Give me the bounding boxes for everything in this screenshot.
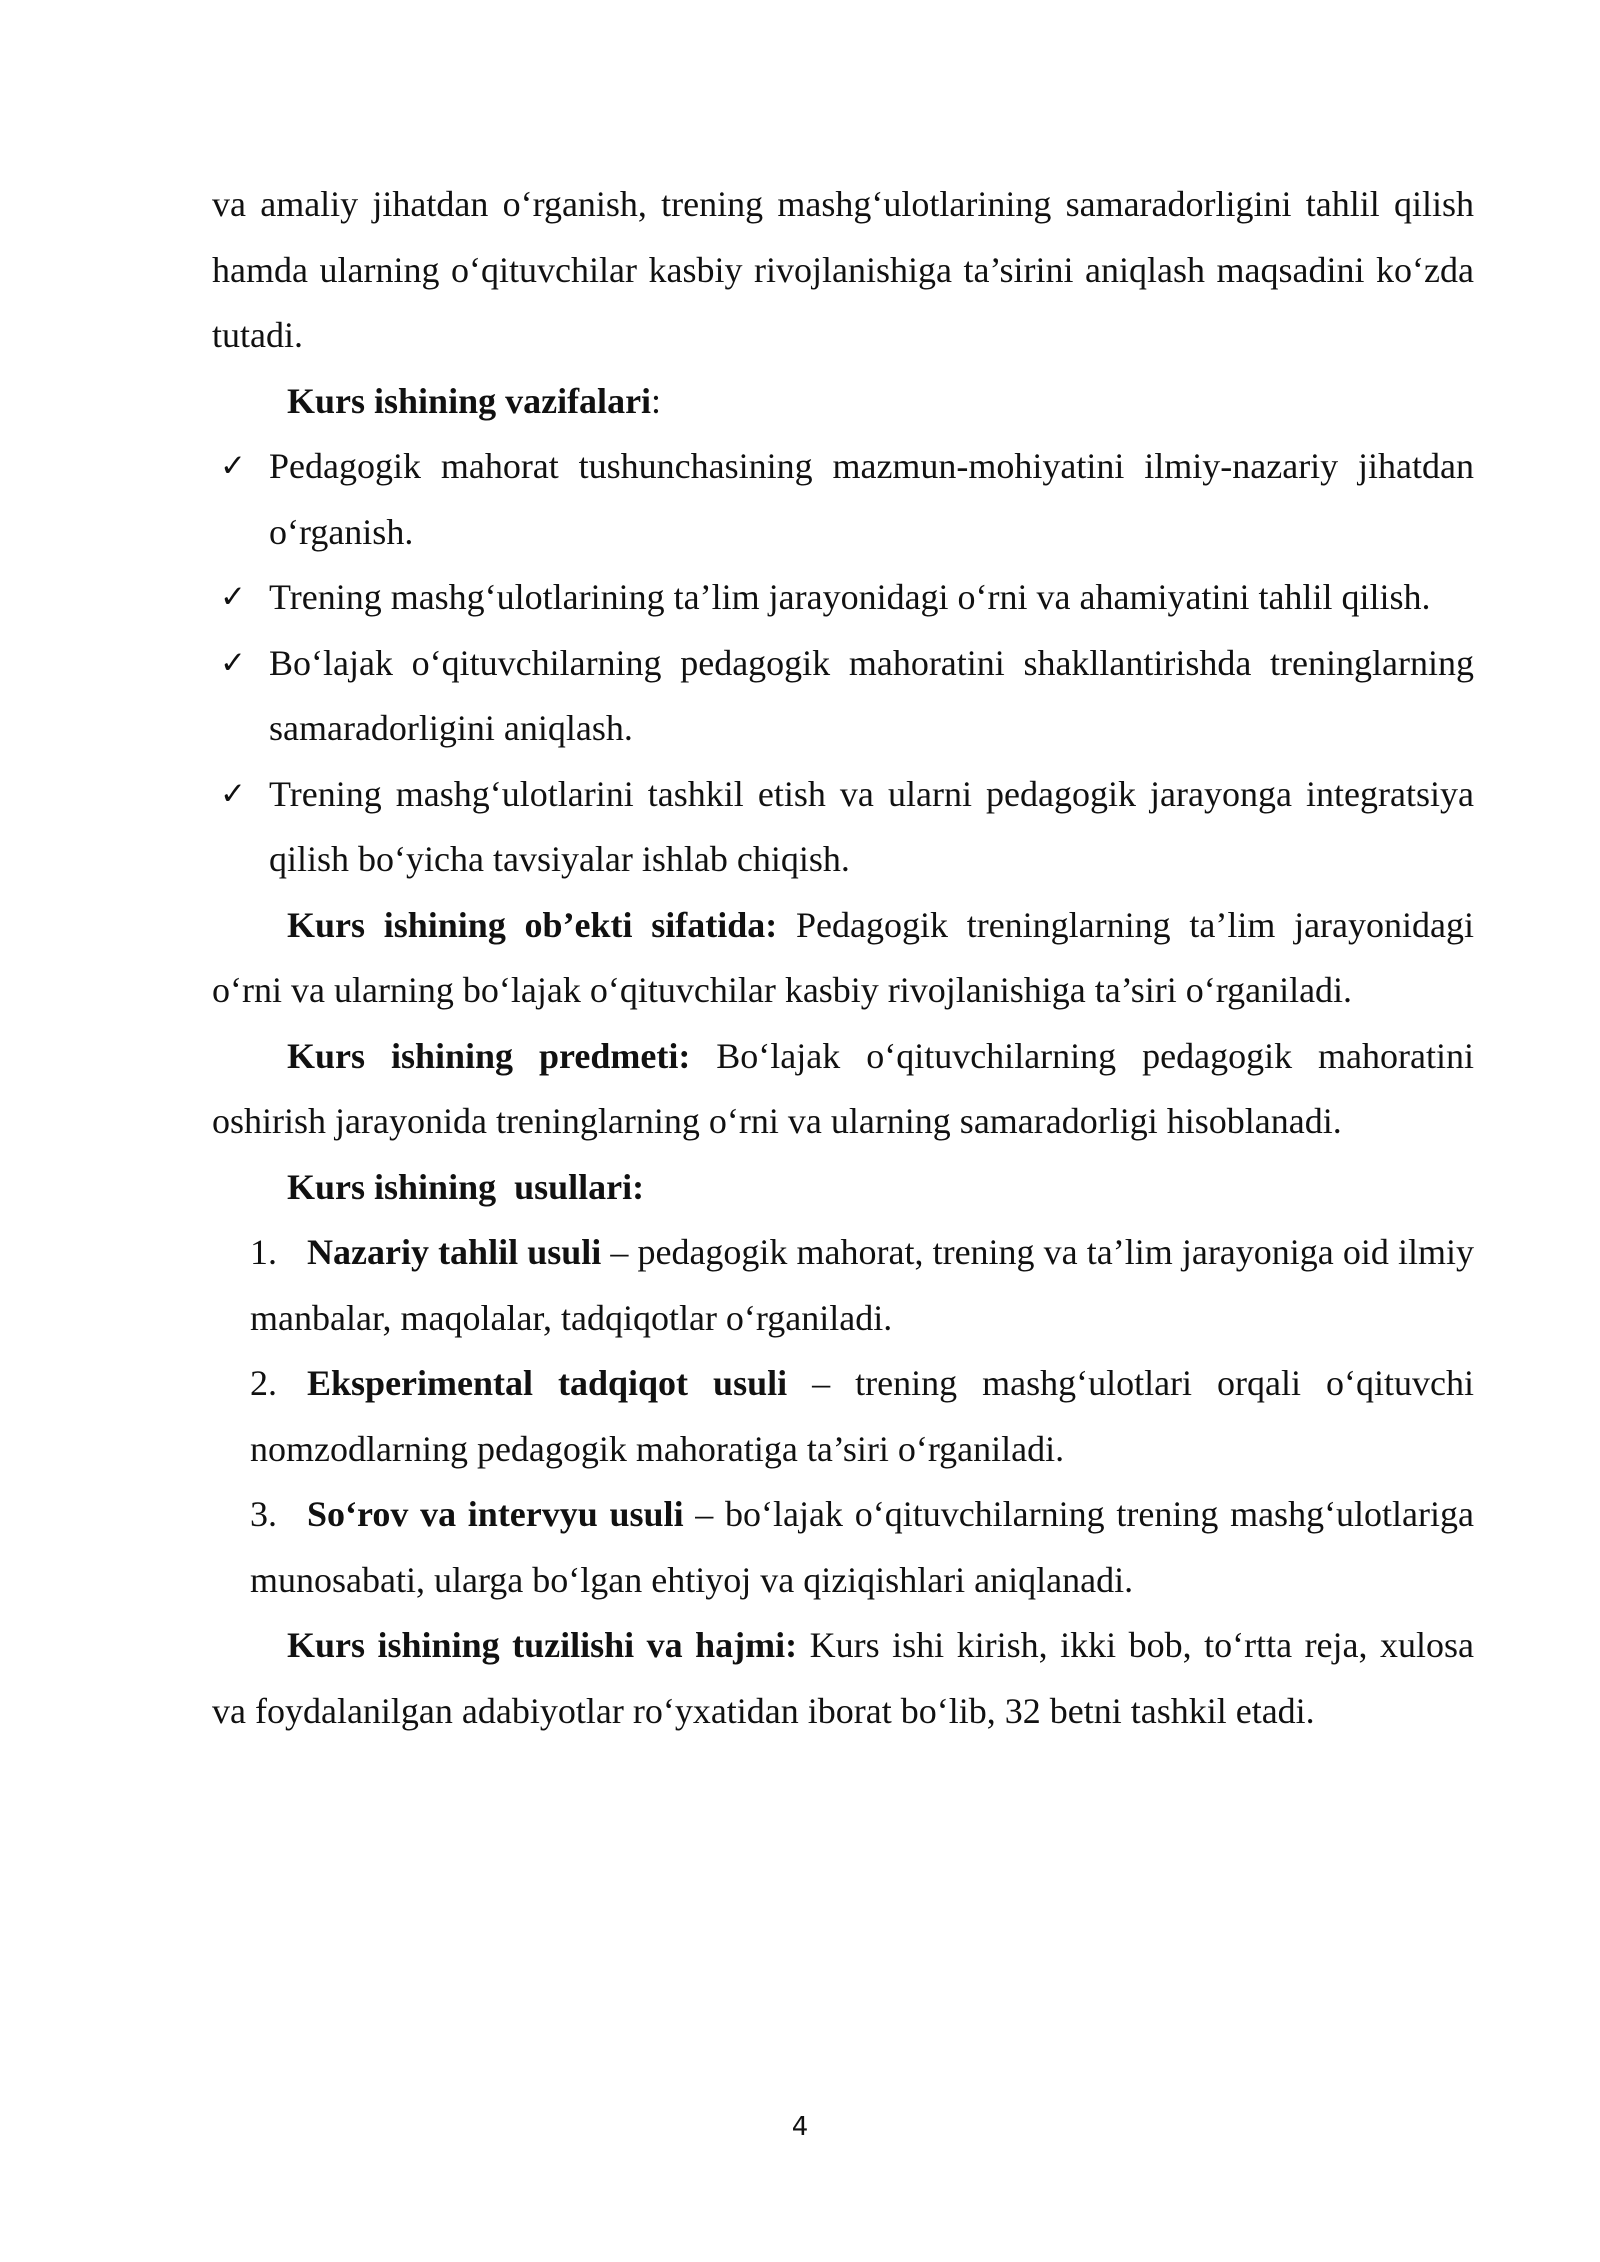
check-mark-icon: ✓ [220, 448, 246, 484]
subject-label: Kurs ishining predmeti: [287, 1035, 691, 1076]
document-page [212, 172, 1474, 1744]
list-item [250, 1351, 1474, 1482]
method-number: 3. [250, 1494, 277, 1534]
tasks-heading-line [212, 369, 1474, 435]
structure-label: Kurs ishining tuzilishi va hajmi: [287, 1625, 798, 1665]
task-text: Trening mashg‘ulotlarining ta’lim jarayonidagi o‘rni va ahamiyatini tahlil qilish. [269, 577, 1431, 617]
object-text: Pedagogik treninglarning ta’lim jarayonidagi o‘rni va ularning bo‘lajak o‘qituvchilar kasbiy rivojlanishiga ta’siri o‘rganiladi. [212, 904, 1475, 1010]
object-label: Kurs ishining ob’ekti sifatida: [287, 904, 778, 945]
subject-text: Bo‘lajak o‘qituvchilarning pedagogik mahoratini oshirish jarayonida treninglarning o‘rni va ularning samaradorligi hisoblanadi. [212, 1035, 1474, 1141]
list-item [212, 434, 1474, 565]
page-number: 4 [791, 2112, 809, 2142]
tasks-heading: Kurs ishining vazifalari [287, 380, 652, 421]
task-text: Bo‘lajak o‘qituvchilarning pedagogik mahoratini shakllantirishda treninglarning samaradorligini aniqlash. [269, 642, 1474, 748]
method-title: Nazariy tahlil usuli [307, 1232, 602, 1272]
list-item [212, 762, 1474, 893]
method-text: – trening mashg‘ulotlari orqali o‘qituvchi nomzodlarning pedagogik mahoratiga ta’siri o‘rganiladi. [250, 1363, 1474, 1469]
methods-heading-line [212, 1155, 1474, 1221]
method-title: So‘rov va intervyu usuli [307, 1494, 684, 1534]
intro-paragraph: va amaliy jihatdan o‘rganish, trening mashg‘ulotlarining samaradorligini tahlil qilish hamda ularning o‘qituvchilar kasbiy rivojlanishiga ta’sirini aniqlash maqsadini ko‘zda tutadi. [212, 184, 1474, 355]
methods-list [212, 1220, 1474, 1613]
method-text: – bo‘lajak o‘qituvchilarning trening mashg‘ulotlariga munosabati, ularga bo‘lgan ehtiyoj va qiziqishlari aniqlanadi. [250, 1494, 1475, 1600]
object-paragraph [212, 893, 1474, 1024]
check-mark-icon: ✓ [220, 644, 246, 681]
methods-heading: Kurs ishining usullari: [287, 1166, 645, 1207]
method-number: 2. [250, 1363, 277, 1403]
list-item [212, 565, 1474, 631]
subject-paragraph [212, 1024, 1474, 1155]
check-mark-icon: ✓ [220, 579, 246, 615]
method-title: Eksperimental tadqiqot usuli [307, 1363, 788, 1403]
list-item [212, 631, 1474, 762]
tasks-list [212, 434, 1474, 893]
tasks-heading-colon: : [651, 380, 662, 421]
task-text: Pedagogik mahorat tushunchasining mazmun-mohiyatini ilmiy-nazariy jihatdan o‘rganish. [269, 446, 1474, 552]
task-text: Trening mashg‘ulotlarini tashkil etish va ularni pedagogik jarayonga integratsiya qilish bo‘yicha tavsiyalar ishlab chiqish. [269, 773, 1474, 879]
list-item [250, 1482, 1474, 1613]
list-item [250, 1220, 1474, 1351]
check-mark-icon: ✓ [220, 775, 246, 812]
structure-text: Kurs ishi kirish, ikki bob, to‘rtta reja, xulosa va foydalanilgan adabiyotlar ro‘yxatidan iborat bo‘lib, 32 betni tashkil etadi. [212, 1625, 1475, 1731]
structure-paragraph [212, 1613, 1474, 1744]
method-text: – pedagogik mahorat, trening va ta’lim jarayoniga oid ilmiy manbalar, maqolalar, tadqiqotlar o‘rganiladi. [250, 1232, 1474, 1338]
method-number: 1. [250, 1232, 277, 1272]
